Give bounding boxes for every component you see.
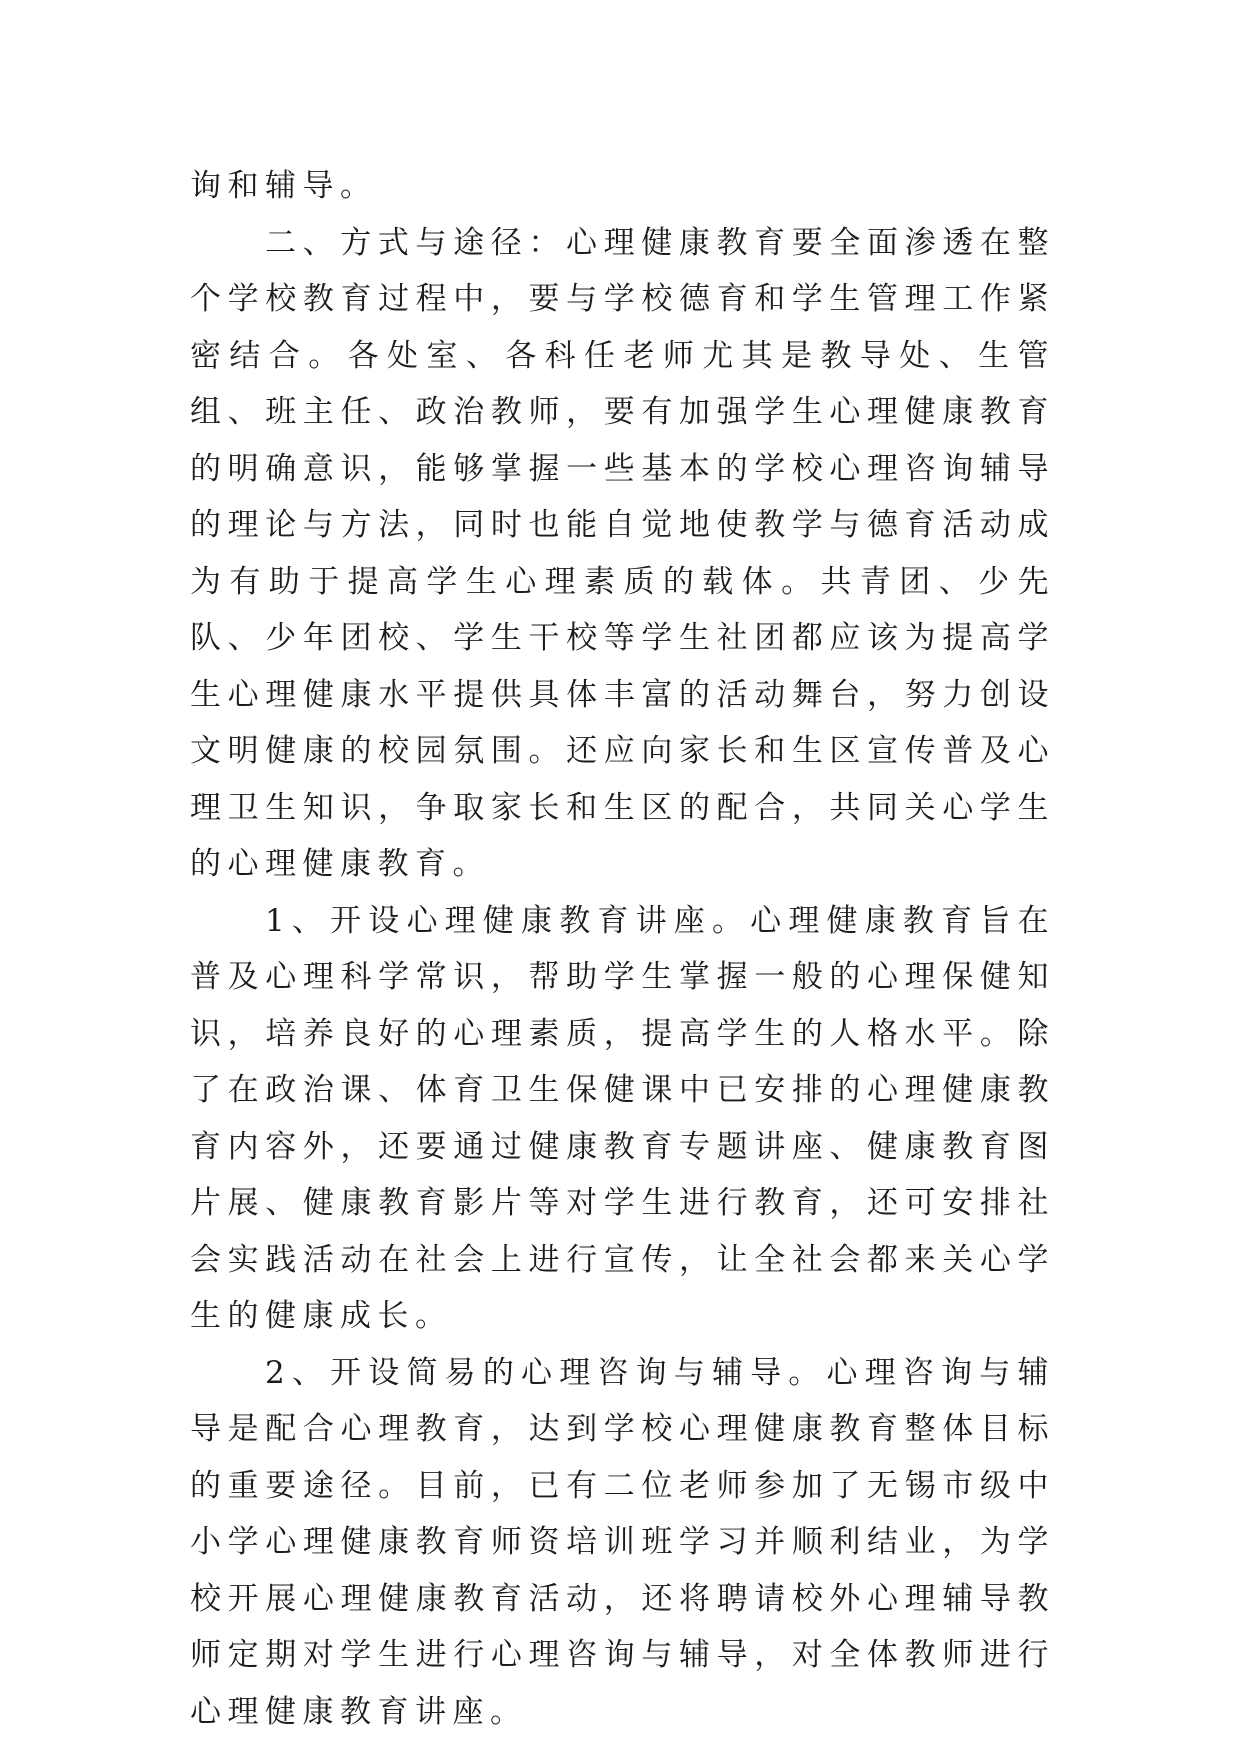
paragraph-methods-and-approaches: 二、方式与途径：心理健康教育要全面渗透在整个学校教育过程中，要与学校德育和学生管理工作紧密结合。各处室、各科任老师尤其是教导处、生管组、班主任、政治教师，要有加强学生心理健康教育的明确意识，能够掌握一些基本的学校心理咨询辅导的理论与方法，同时也能自觉地使教学与德育活动成为有助于提高学生心理素质的载体。共青团、少先队、少年团校、学生干校等学生社团都应该为提高学生心理健康水平提供具体丰富的活动舞台，努力创设文明健康的校园氛围。还应向家长和生区宣传普及心理卫生知识，争取家长和生区的配合，共同关心学生的心理健康教育。 [190,224,1055,882]
paragraph-lectures: 1、开设心理健康教育讲座。心理健康教育旨在普及心理科学常识，帮助学生掌握一般的心理保健知识，培养良好的心理素质，提高学生的人格水平。除了在政治课、体育卫生保健课中已安排的心理健康教育内容外，还要通过健康教育专题讲座、健康教育图片展、健康教育影片等对学生进行教育，还可安排社会实践活动在社会上进行宣传，让全社会都来关心学生的健康成长。 [190,902,1055,1334]
paragraph-continuation: 询和辅导。 [190,168,378,204]
paragraph-counseling: 2、开设简易的心理咨询与辅导。心理咨询与辅导是配合心理教育，达到学校心理健康教育整体目标的重要途径。目前，已有二位老师参加了无锡市级中小学心理健康教育师资培训班学习并顺利结业，为学校开展心理健康教育活动，还将聘请校外心理辅导教师定期对学生进行心理咨询与辅导，对全体教师进行心理健康教育讲座。 [190,1354,1055,1730]
document-body [190,158,1055,1740]
